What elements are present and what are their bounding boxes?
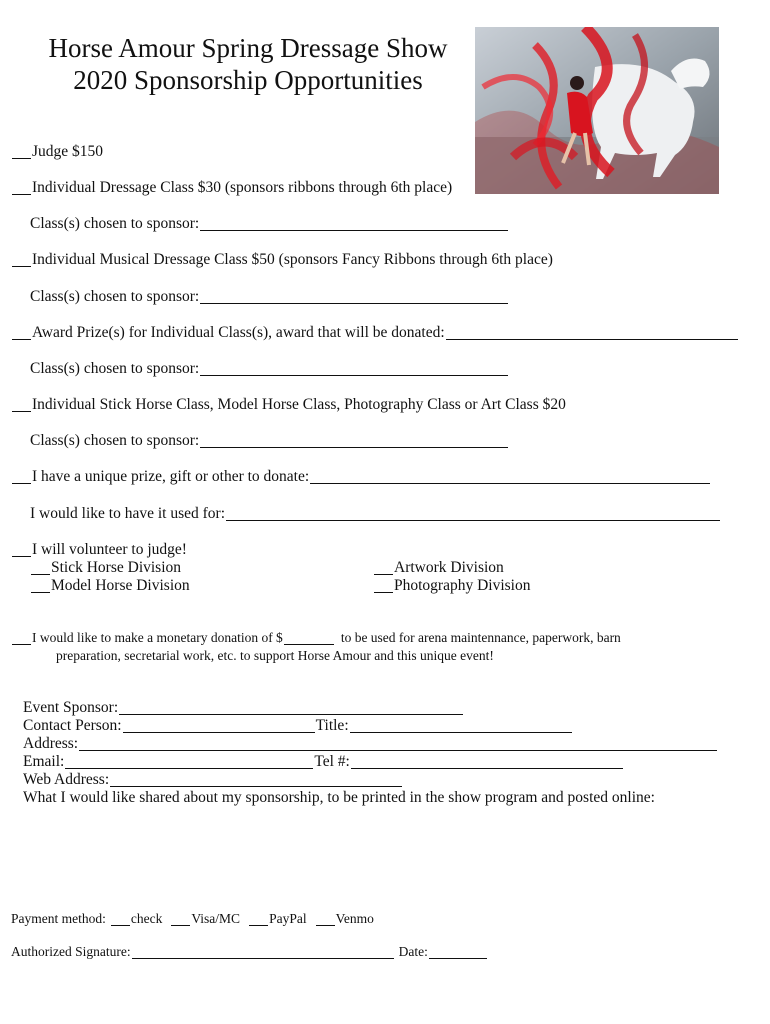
stick-horse-checkbox-line[interactable]	[12, 397, 31, 412]
contact-person-label: Contact Person:	[23, 717, 122, 734]
stick-division-option: Stick Horse Division	[51, 559, 182, 576]
contact-person-field[interactable]	[123, 718, 315, 733]
volunteer-option: I will volunteer to judge!	[32, 541, 187, 558]
page-title-line-1: Horse Amour Spring Dressage Show	[48, 33, 448, 63]
donation-purpose-continued: preparation, secretarial work, etc. to support Horse Amour and this unique event!	[56, 648, 494, 663]
class-chosen-label: Class(s) chosen to sponsor:	[30, 432, 200, 449]
hero-image	[475, 27, 719, 194]
shared-info-area[interactable]	[23, 812, 723, 892]
used-for-label: I would like to have it used for:	[30, 505, 225, 522]
email-label: Email:	[23, 753, 65, 770]
page-title-line-2: 2020 Sponsorship Opportunities	[73, 65, 423, 95]
judge-checkbox-line[interactable]	[12, 144, 31, 159]
venmo-checkbox-line[interactable]	[316, 911, 335, 926]
artwork-division-checkbox-line[interactable]	[374, 560, 393, 575]
model-division-option: Model Horse Division	[51, 577, 190, 594]
award-prize-field[interactable]	[446, 325, 738, 340]
signature-field[interactable]	[132, 944, 394, 959]
visa-checkbox-line[interactable]	[171, 911, 190, 926]
dressage-class-checkbox-line[interactable]	[12, 180, 31, 195]
payment-check: check	[130, 911, 163, 926]
payment-paypal: PayPal	[269, 911, 307, 926]
web-address-label: Web Address:	[23, 771, 110, 788]
class-chosen-label: Class(s) chosen to sponsor:	[30, 360, 200, 377]
web-address-field[interactable]	[110, 772, 402, 787]
donation-purpose: to be used for arena maintennance, paperwork, barn	[340, 630, 621, 645]
stick-horse-option: Individual Stick Horse Class, Model Horse Class, Photography Class or Art Class $20	[32, 396, 566, 413]
address-field[interactable]	[79, 736, 717, 751]
email-field[interactable]	[65, 754, 313, 769]
model-division-checkbox-line[interactable]	[31, 578, 50, 593]
donation-checkbox-line[interactable]	[12, 630, 31, 645]
unique-prize-field[interactable]	[310, 469, 710, 484]
artwork-division-option: Artwork Division	[394, 559, 504, 576]
shared-info-label: What I would like shared about my sponsorship, to be printed in the show program and posted online:	[23, 789, 655, 806]
class-chosen-field[interactable]	[200, 216, 508, 231]
tel-field[interactable]	[351, 754, 623, 769]
payment-visa: Visa/MC	[191, 911, 241, 926]
volunteer-checkbox-line[interactable]	[12, 542, 31, 557]
unique-prize-checkbox-line[interactable]	[12, 469, 31, 484]
dressage-class-option: Individual Dressage Class $30 (sponsors ribbons through 6th place)	[32, 179, 453, 196]
contact-title-label: Title:	[315, 717, 349, 734]
tel-label: Tel #:	[314, 753, 350, 770]
payment-method-label: Payment method:	[11, 911, 106, 926]
payment-venmo: Venmo	[335, 911, 374, 926]
class-chosen-label: Class(s) chosen to sponsor:	[30, 215, 200, 232]
contact-title-field[interactable]	[350, 718, 572, 733]
photo-division-option: Photography Division	[394, 577, 531, 594]
date-label: Date:	[398, 944, 428, 959]
donation-option: I would like to make a monetary donation of $	[32, 630, 283, 645]
class-chosen-field[interactable]	[200, 433, 508, 448]
event-sponsor-field[interactable]	[119, 700, 463, 715]
class-chosen-field[interactable]	[200, 361, 508, 376]
photo-division-checkbox-line[interactable]	[374, 578, 393, 593]
donation-amount-field[interactable]	[284, 630, 334, 645]
stick-division-checkbox-line[interactable]	[31, 560, 50, 575]
event-sponsor-label: Event Sponsor:	[23, 699, 119, 716]
signature-label: Authorized Signature:	[11, 944, 131, 959]
class-chosen-label: Class(s) chosen to sponsor:	[30, 288, 200, 305]
used-for-field[interactable]	[226, 506, 720, 521]
paypal-checkbox-line[interactable]	[249, 911, 268, 926]
award-prize-option: Award Prize(s) for Individual Class(s), award that will be donated:	[32, 324, 445, 341]
judge-option: Judge $150	[32, 143, 104, 160]
class-chosen-field[interactable]	[200, 289, 508, 304]
date-field[interactable]	[429, 944, 487, 959]
check-checkbox-line[interactable]	[111, 911, 130, 926]
address-label: Address:	[23, 735, 79, 752]
musical-class-option: Individual Musical Dressage Class $50 (sponsors Fancy Ribbons through 6th place)	[32, 251, 553, 268]
award-prize-checkbox-line[interactable]	[12, 325, 31, 340]
unique-prize-option: I have a unique prize, gift or other to donate:	[32, 468, 310, 485]
musical-class-checkbox-line[interactable]	[12, 252, 31, 267]
